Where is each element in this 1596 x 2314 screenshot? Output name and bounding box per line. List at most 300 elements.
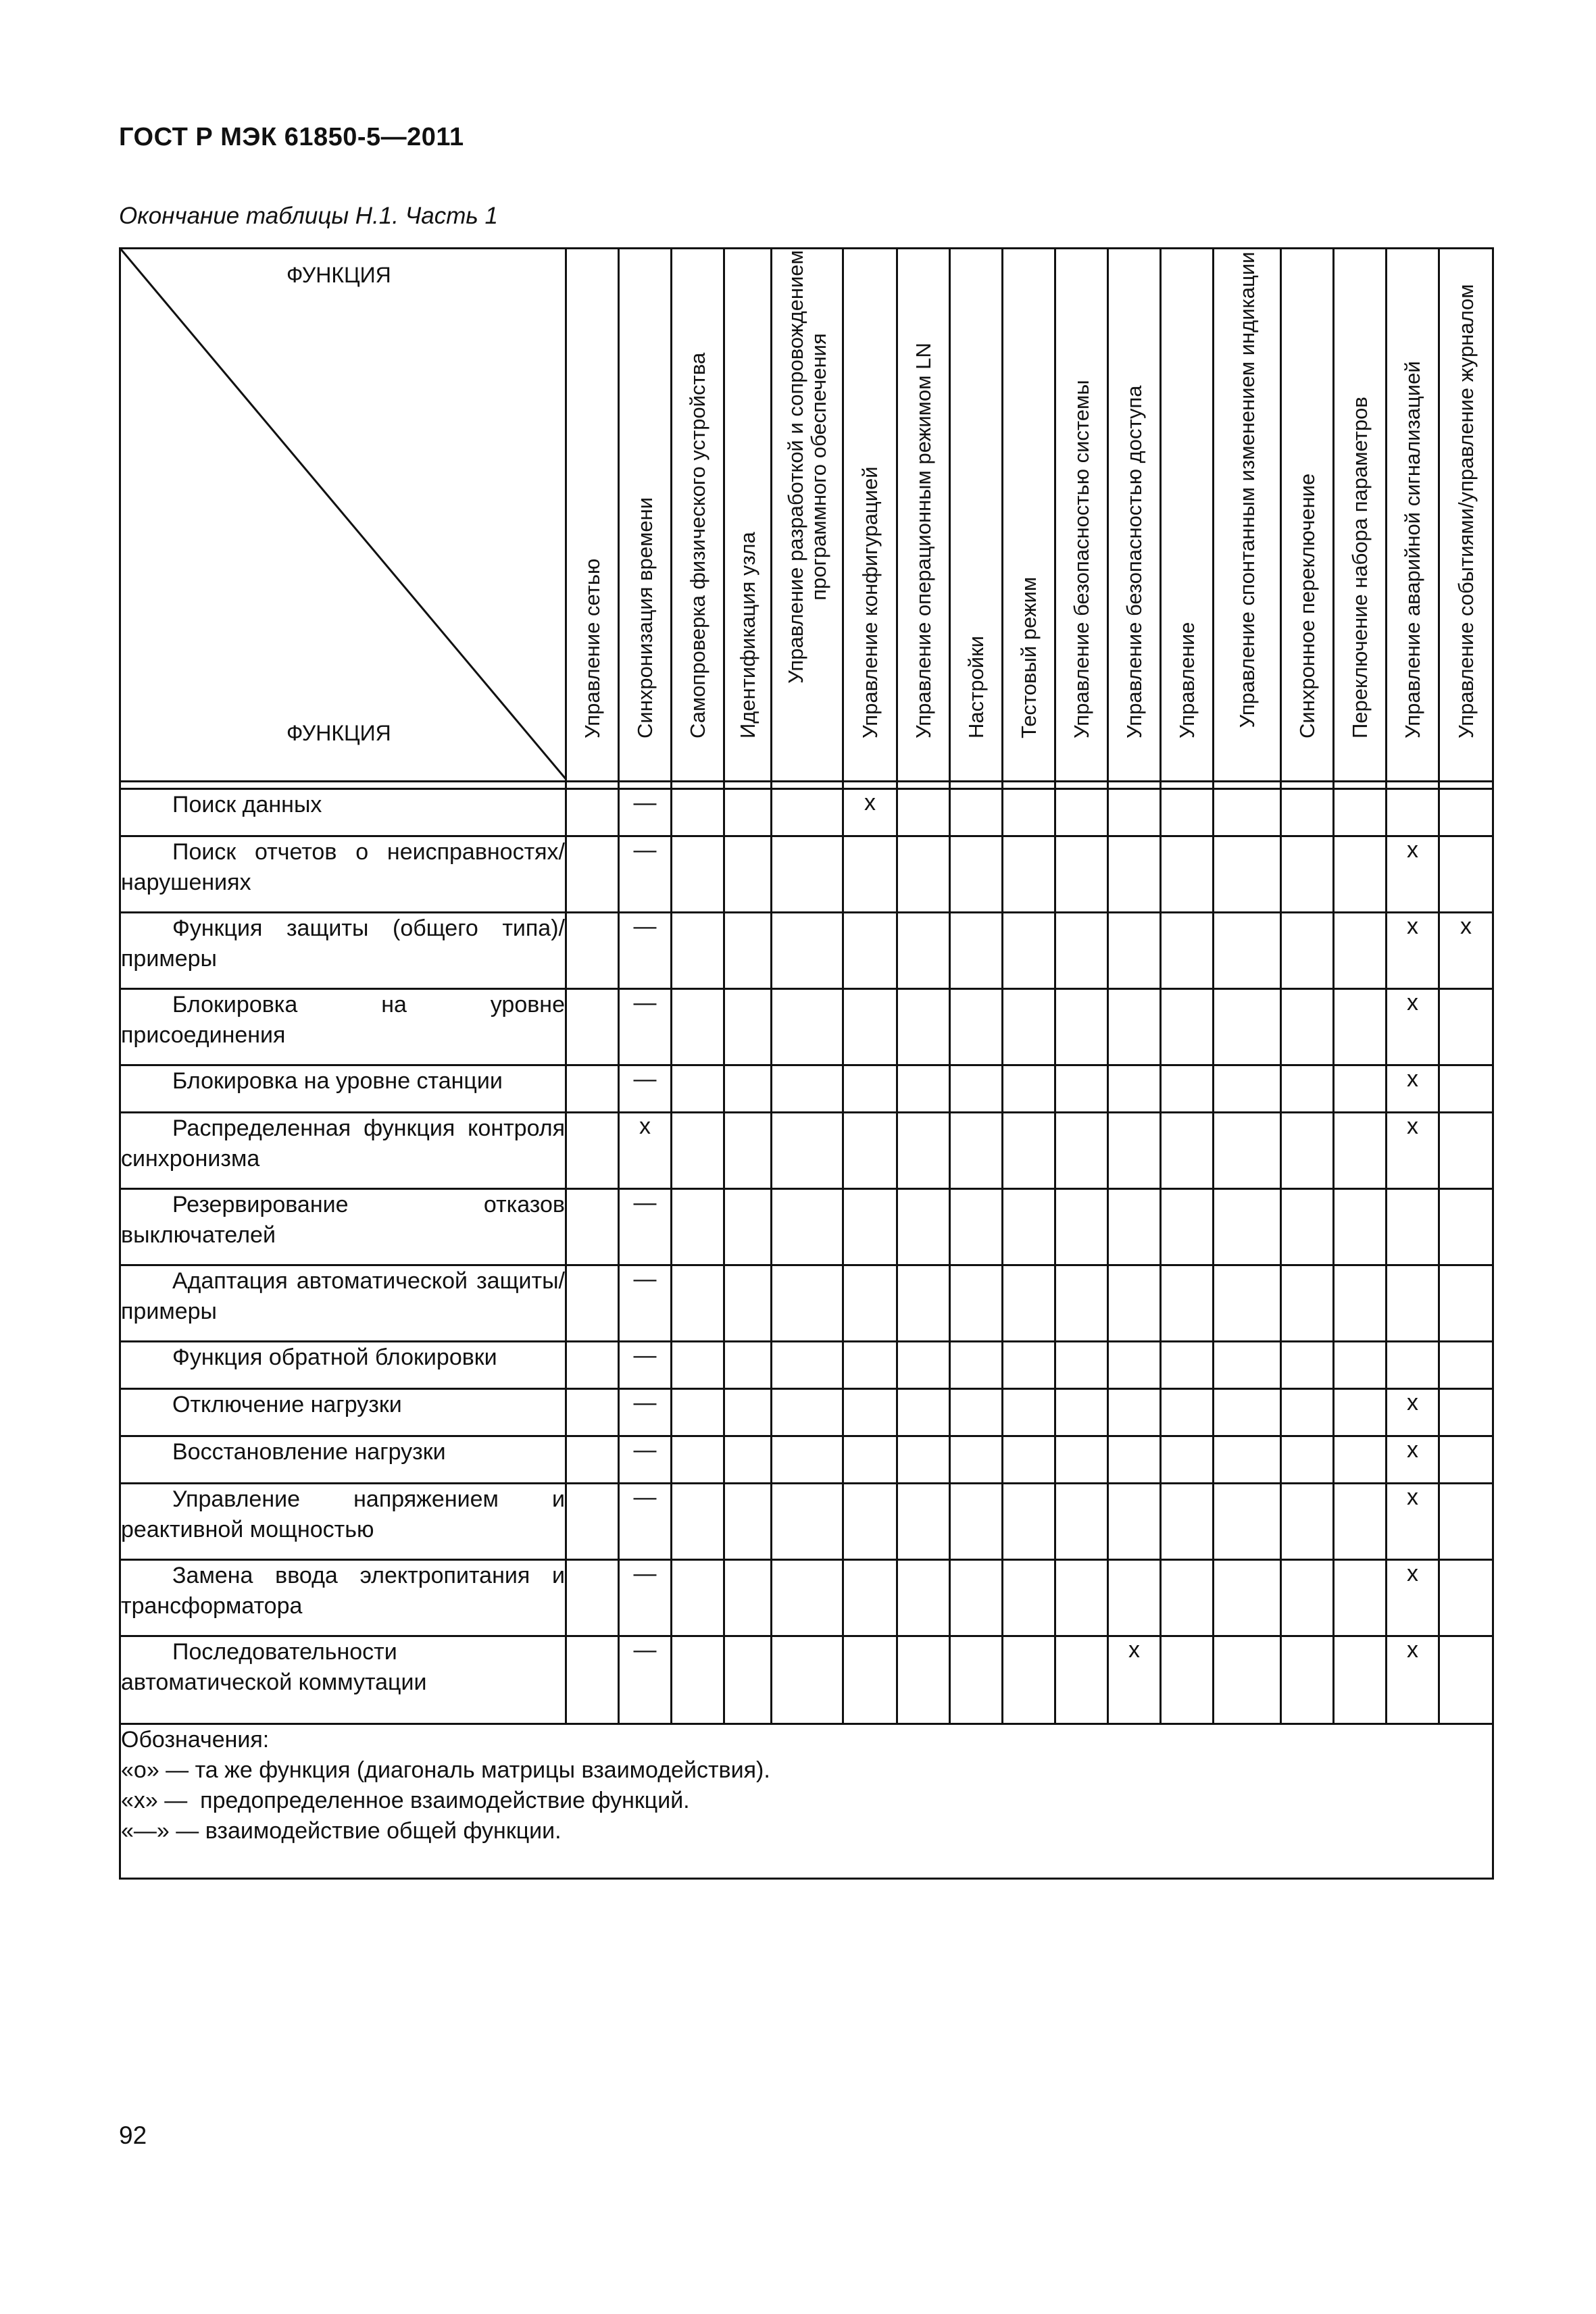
separator-cell	[1003, 782, 1055, 789]
matrix-cell	[1161, 913, 1214, 989]
matrix-cell	[1003, 1065, 1055, 1113]
matrix-cell	[1055, 1436, 1108, 1484]
matrix-cell	[897, 913, 950, 989]
matrix-cell	[1108, 789, 1161, 836]
matrix-cell	[1334, 789, 1387, 836]
column-header	[843, 249, 897, 782]
matrix-cell	[724, 1436, 772, 1484]
matrix-cell	[724, 1484, 772, 1560]
separator-cell	[1161, 782, 1214, 789]
diagonal-line	[121, 249, 567, 780]
matrix-cell	[724, 789, 772, 836]
column-header	[566, 249, 619, 782]
matrix-cell	[772, 789, 843, 836]
matrix-cell	[1439, 1636, 1493, 1724]
matrix-cell	[1161, 789, 1214, 836]
function-name-text: Отключение нагрузки	[172, 1392, 402, 1417]
matrix-cell	[1334, 1560, 1387, 1636]
corner-bottom-label: ФУНКЦИЯ	[286, 721, 391, 745]
matrix-cell	[772, 989, 843, 1065]
matrix-cell: x	[1387, 1560, 1439, 1636]
matrix-cell	[1161, 1560, 1214, 1636]
column-header	[1387, 249, 1439, 782]
matrix-cell	[1108, 1436, 1161, 1484]
matrix-cell: x	[1108, 1636, 1161, 1724]
matrix-cell	[566, 789, 619, 836]
matrix-cell	[772, 1189, 843, 1265]
matrix-cell	[950, 1560, 1003, 1636]
column-header	[1055, 249, 1108, 782]
matrix-cell	[950, 836, 1003, 913]
matrix-cell: —	[619, 1389, 672, 1436]
function-name-text: Распределенная функция контроля синхронизма	[121, 1115, 565, 1172]
column-header-label: Управление спонтанным изменением индикации	[1235, 251, 1259, 728]
matrix-cell	[897, 1189, 950, 1265]
matrix-cell	[566, 1189, 619, 1265]
matrix-cell	[1439, 1342, 1493, 1389]
matrix-cell: —	[619, 1636, 672, 1724]
matrix-cell	[1281, 913, 1334, 989]
matrix-cell	[1003, 789, 1055, 836]
matrix-cell	[1055, 1389, 1108, 1436]
function-name-text: Восстановление нагрузки	[172, 1439, 446, 1465]
separator-cell	[619, 782, 672, 789]
matrix-cell	[1214, 1065, 1281, 1113]
table-row	[120, 913, 1493, 989]
matrix-cell	[566, 1113, 619, 1189]
matrix-cell	[672, 836, 724, 913]
column-header	[1334, 249, 1387, 782]
page-number: 92	[119, 2121, 147, 2149]
matrix-cell	[772, 1342, 843, 1389]
matrix-cell: x	[1387, 989, 1439, 1065]
legend-item-same: «о» — та же функция (диагональ матрицы взаимодействия).	[121, 1757, 770, 1783]
legend-title: Обозначения:	[121, 1727, 270, 1753]
matrix-cell	[1439, 1560, 1493, 1636]
matrix-cell	[1003, 1436, 1055, 1484]
table-row	[120, 1484, 1493, 1560]
matrix-cell	[566, 1484, 619, 1560]
matrix-cell	[843, 1342, 897, 1389]
column-header	[724, 249, 772, 782]
column-header-label: Управление сетью	[580, 558, 604, 738]
matrix-cell	[1387, 1342, 1439, 1389]
table-row	[120, 1436, 1493, 1484]
matrix-cell	[1281, 1636, 1334, 1724]
matrix-cell	[1161, 836, 1214, 913]
matrix-cell: —	[619, 989, 672, 1065]
matrix-cell	[566, 1436, 619, 1484]
matrix-cell	[843, 1484, 897, 1560]
matrix-cell	[1055, 836, 1108, 913]
matrix-cell	[772, 913, 843, 989]
matrix-cell	[672, 1436, 724, 1484]
table-row	[120, 789, 1493, 836]
matrix-cell	[672, 789, 724, 836]
column-header-label: Настройки	[964, 635, 988, 738]
corner-cell	[120, 249, 566, 782]
matrix-cell	[724, 1113, 772, 1189]
matrix-cell	[1439, 989, 1493, 1065]
column-header-label: Тестовый режим	[1016, 576, 1041, 738]
legend-row	[120, 1724, 1493, 1879]
column-header-label: Самопроверка физического устройства	[685, 352, 709, 738]
matrix-cell	[1387, 1189, 1439, 1265]
matrix-cell	[724, 1265, 772, 1342]
matrix-cell	[1281, 836, 1334, 913]
matrix-cell	[1161, 1389, 1214, 1436]
matrix-cell	[1214, 789, 1281, 836]
matrix-cell	[843, 1113, 897, 1189]
separator-cell	[672, 782, 724, 789]
table-row	[120, 989, 1493, 1065]
matrix-cell	[1003, 1389, 1055, 1436]
column-header	[1439, 249, 1493, 782]
matrix-cell	[672, 1560, 724, 1636]
matrix-cell	[566, 989, 619, 1065]
matrix-cell	[1161, 1189, 1214, 1265]
table-row	[120, 1065, 1493, 1113]
matrix-cell	[1439, 1436, 1493, 1484]
matrix-cell	[672, 1484, 724, 1560]
matrix-cell	[1281, 789, 1334, 836]
column-header	[1108, 249, 1161, 782]
matrix-cell	[724, 1342, 772, 1389]
function-name-text: Блокировка на уровне станции	[172, 1068, 503, 1094]
matrix-cell	[724, 913, 772, 989]
matrix-cell	[566, 1065, 619, 1113]
function-name-text: Замена ввода электропитания и трансформатора	[121, 1563, 565, 1619]
function-name	[120, 1389, 566, 1436]
matrix-cell	[1439, 1389, 1493, 1436]
column-header-label: Управление конфигурацией	[857, 466, 882, 738]
matrix-cell	[566, 1265, 619, 1342]
matrix-cell	[897, 1389, 950, 1436]
matrix-cell	[566, 1389, 619, 1436]
matrix-cell	[724, 836, 772, 913]
matrix-cell	[1214, 989, 1281, 1065]
matrix-cell	[1334, 1342, 1387, 1389]
matrix-cell	[1108, 989, 1161, 1065]
matrix-cell	[1334, 1389, 1387, 1436]
separator-cell	[950, 782, 1003, 789]
matrix-cell	[772, 836, 843, 913]
separator-cell	[1214, 782, 1281, 789]
column-header	[1281, 249, 1334, 782]
function-name-text: Поиск данных	[172, 792, 322, 818]
column-header	[1214, 249, 1281, 782]
matrix-cell	[1281, 1189, 1334, 1265]
function-name	[120, 1484, 566, 1560]
column-header	[950, 249, 1003, 782]
matrix-cell	[672, 1342, 724, 1389]
table-row	[120, 1389, 1493, 1436]
matrix-cell	[897, 1436, 950, 1484]
matrix-cell	[1055, 1484, 1108, 1560]
matrix-cell: x	[1387, 1065, 1439, 1113]
matrix-cell	[724, 1636, 772, 1724]
matrix-cell	[772, 1265, 843, 1342]
matrix-cell	[1003, 1342, 1055, 1389]
separator-cell	[897, 782, 950, 789]
matrix-cell	[1055, 1265, 1108, 1342]
matrix-cell	[1439, 1189, 1493, 1265]
matrix-cell: —	[619, 1189, 672, 1265]
matrix-cell	[1108, 1560, 1161, 1636]
matrix-cell	[1439, 836, 1493, 913]
column-header	[772, 249, 843, 782]
matrix-cell	[897, 1560, 950, 1636]
matrix-body	[120, 789, 1493, 1724]
matrix-cell	[566, 1342, 619, 1389]
matrix-cell	[672, 913, 724, 989]
separator-cell	[566, 782, 619, 789]
table-row	[120, 836, 1493, 913]
matrix-cell	[1003, 913, 1055, 989]
matrix-cell	[950, 1389, 1003, 1436]
matrix-cell	[1439, 1065, 1493, 1113]
matrix-cell	[950, 1189, 1003, 1265]
matrix-cell	[1108, 1113, 1161, 1189]
table-caption: Окончание таблицы Н.1. Часть 1	[119, 203, 499, 229]
matrix-cell	[1055, 1342, 1108, 1389]
matrix-cell	[1334, 836, 1387, 913]
separator-cell	[843, 782, 897, 789]
matrix-cell	[897, 1265, 950, 1342]
column-header-label: Управление событиями/управление журналом	[1453, 284, 1478, 738]
matrix-cell	[897, 1636, 950, 1724]
matrix-cell	[950, 1265, 1003, 1342]
matrix-cell: —	[619, 1065, 672, 1113]
matrix-cell: x	[1387, 1389, 1439, 1436]
matrix-cell	[1161, 989, 1214, 1065]
matrix-cell	[772, 1560, 843, 1636]
matrix-cell	[950, 1113, 1003, 1189]
table-row	[120, 1636, 1493, 1724]
function-name-text: Адаптация автоматической защиты/примеры	[121, 1268, 565, 1324]
matrix-cell	[1003, 836, 1055, 913]
matrix-cell	[843, 1560, 897, 1636]
function-name	[120, 1342, 566, 1389]
matrix-cell	[1281, 1436, 1334, 1484]
matrix-cell	[1281, 1560, 1334, 1636]
matrix-cell	[1108, 1189, 1161, 1265]
interaction-matrix	[119, 247, 1487, 1884]
matrix-cell	[843, 1265, 897, 1342]
matrix-cell: x	[1387, 913, 1439, 989]
function-name	[120, 1113, 566, 1189]
matrix-cell: x	[1387, 836, 1439, 913]
matrix-cell	[772, 1484, 843, 1560]
function-name-text: Последовательности автоматической коммутации	[121, 1639, 427, 1695]
function-name	[120, 989, 566, 1065]
column-header	[672, 249, 724, 782]
column-header-label: Синхронизация времени	[632, 497, 657, 738]
matrix-table	[119, 247, 1494, 1880]
matrix-cell	[1161, 1636, 1214, 1724]
separator-cell	[1108, 782, 1161, 789]
matrix-cell	[950, 989, 1003, 1065]
matrix-cell	[1055, 913, 1108, 989]
matrix-cell	[1334, 1065, 1387, 1113]
matrix-cell	[950, 1636, 1003, 1724]
matrix-cell	[1334, 1189, 1387, 1265]
matrix-cell	[1108, 1065, 1161, 1113]
column-header-label: Управление аварийной сигнализацией	[1400, 361, 1424, 738]
matrix-cell	[566, 913, 619, 989]
function-name	[120, 1636, 566, 1724]
matrix-cell	[1161, 1484, 1214, 1560]
matrix-cell	[1214, 1342, 1281, 1389]
table-row	[120, 1265, 1493, 1342]
matrix-cell	[950, 1065, 1003, 1113]
function-name	[120, 836, 566, 913]
header-separator	[120, 782, 1493, 789]
matrix-cell	[566, 836, 619, 913]
matrix-cell	[1108, 1265, 1161, 1342]
matrix-cell: x	[1387, 1484, 1439, 1560]
matrix-cell	[1161, 1065, 1214, 1113]
matrix-cell	[1055, 1560, 1108, 1636]
matrix-cell	[950, 789, 1003, 836]
matrix-cell	[1439, 1484, 1493, 1560]
matrix-cell	[724, 1065, 772, 1113]
matrix-cell: —	[619, 789, 672, 836]
matrix-cell	[724, 989, 772, 1065]
matrix-cell: —	[619, 1560, 672, 1636]
matrix-cell	[843, 836, 897, 913]
separator-cell	[1439, 782, 1493, 789]
column-header-label: Управление операционным режимом LN	[911, 343, 935, 738]
table-row	[120, 1189, 1493, 1265]
matrix-cell: —	[619, 836, 672, 913]
matrix-cell	[897, 836, 950, 913]
matrix-cell	[843, 1189, 897, 1265]
function-name	[120, 913, 566, 989]
matrix-cell: x	[1387, 1636, 1439, 1724]
corner-top-label: ФУНКЦИЯ	[286, 263, 391, 287]
matrix-cell	[672, 1265, 724, 1342]
matrix-cell: x	[1387, 1436, 1439, 1484]
separator-cell	[1334, 782, 1387, 789]
column-header	[1161, 249, 1214, 782]
function-name-text: Функция защиты (общего типа)/примеры	[121, 915, 565, 972]
matrix-cell	[672, 1065, 724, 1113]
matrix-cell	[1003, 1484, 1055, 1560]
column-header-label: Идентификация узла	[735, 532, 759, 738]
matrix-cell	[724, 1560, 772, 1636]
function-name-text: Блокировка на уровне присоединения	[121, 992, 565, 1048]
matrix-cell	[1334, 1484, 1387, 1560]
matrix-cell	[897, 1484, 950, 1560]
matrix-cell	[843, 1065, 897, 1113]
matrix-cell	[1214, 836, 1281, 913]
matrix-cell	[772, 1636, 843, 1724]
matrix-cell	[1334, 1436, 1387, 1484]
matrix-cell	[1003, 1113, 1055, 1189]
matrix-cell	[1281, 1342, 1334, 1389]
matrix-cell	[843, 913, 897, 989]
matrix-cell	[772, 1113, 843, 1189]
matrix-cell	[1108, 913, 1161, 989]
matrix-cell	[1214, 1484, 1281, 1560]
matrix-cell	[1214, 1189, 1281, 1265]
matrix-cell	[724, 1389, 772, 1436]
matrix-cell: —	[619, 913, 672, 989]
matrix-cell	[950, 913, 1003, 989]
matrix-cell	[1214, 1436, 1281, 1484]
function-name-text: Резервирование отказов выключателей	[121, 1192, 565, 1248]
function-name-text: Управление напряжением и реактивной мощностью	[121, 1486, 565, 1542]
matrix-cell	[1439, 789, 1493, 836]
matrix-cell	[1387, 1265, 1439, 1342]
table-row	[120, 1560, 1493, 1636]
matrix-cell	[1334, 1113, 1387, 1189]
matrix-cell	[950, 1436, 1003, 1484]
matrix-cell	[843, 1436, 897, 1484]
matrix-cell	[1439, 1113, 1493, 1189]
column-header-label: Управление разработкой и сопровождением программного обеспечения	[783, 250, 830, 684]
table-row	[120, 1113, 1493, 1189]
matrix-cell	[1281, 1389, 1334, 1436]
matrix-cell	[1003, 1265, 1055, 1342]
column-header-label: Управление	[1174, 622, 1199, 738]
matrix-cell: x	[619, 1113, 672, 1189]
matrix-cell	[1108, 1389, 1161, 1436]
matrix-cell	[1161, 1265, 1214, 1342]
matrix-cell	[724, 1189, 772, 1265]
matrix-cell	[1281, 1484, 1334, 1560]
matrix-cell	[843, 989, 897, 1065]
matrix-cell	[1281, 1113, 1334, 1189]
matrix-cell	[672, 1113, 724, 1189]
matrix-cell	[897, 1065, 950, 1113]
matrix-cell	[1003, 989, 1055, 1065]
column-header	[897, 249, 950, 782]
column-header	[619, 249, 672, 782]
matrix-cell	[566, 1560, 619, 1636]
matrix-cell: x	[1387, 1113, 1439, 1189]
separator-cell	[1387, 782, 1439, 789]
matrix-cell	[1214, 1265, 1281, 1342]
matrix-cell	[1161, 1436, 1214, 1484]
column-header	[1003, 249, 1055, 782]
matrix-cell	[1214, 913, 1281, 989]
matrix-cell: —	[619, 1265, 672, 1342]
table-row	[120, 1342, 1493, 1389]
matrix-cell	[1214, 1636, 1281, 1724]
function-name-text: Функция обратной блокировки	[172, 1344, 497, 1370]
matrix-cell	[1281, 1065, 1334, 1113]
matrix-cell	[1108, 1484, 1161, 1560]
function-name-text: Поиск отчетов о неисправностях/нарушениях	[121, 839, 565, 895]
function-name	[120, 1560, 566, 1636]
matrix-cell	[672, 1189, 724, 1265]
matrix-cell	[1387, 789, 1439, 836]
matrix-cell: —	[619, 1342, 672, 1389]
separator-cell	[724, 782, 772, 789]
matrix-cell	[1108, 1342, 1161, 1389]
column-header-label: Синхронное переключение	[1295, 473, 1319, 738]
function-name	[120, 1265, 566, 1342]
matrix-cell	[1214, 1389, 1281, 1436]
matrix-cell	[1161, 1342, 1214, 1389]
matrix-cell	[1439, 1265, 1493, 1342]
matrix-cell	[1055, 1113, 1108, 1189]
matrix-cell	[843, 1389, 897, 1436]
matrix-cell	[1334, 913, 1387, 989]
matrix-cell	[1281, 989, 1334, 1065]
